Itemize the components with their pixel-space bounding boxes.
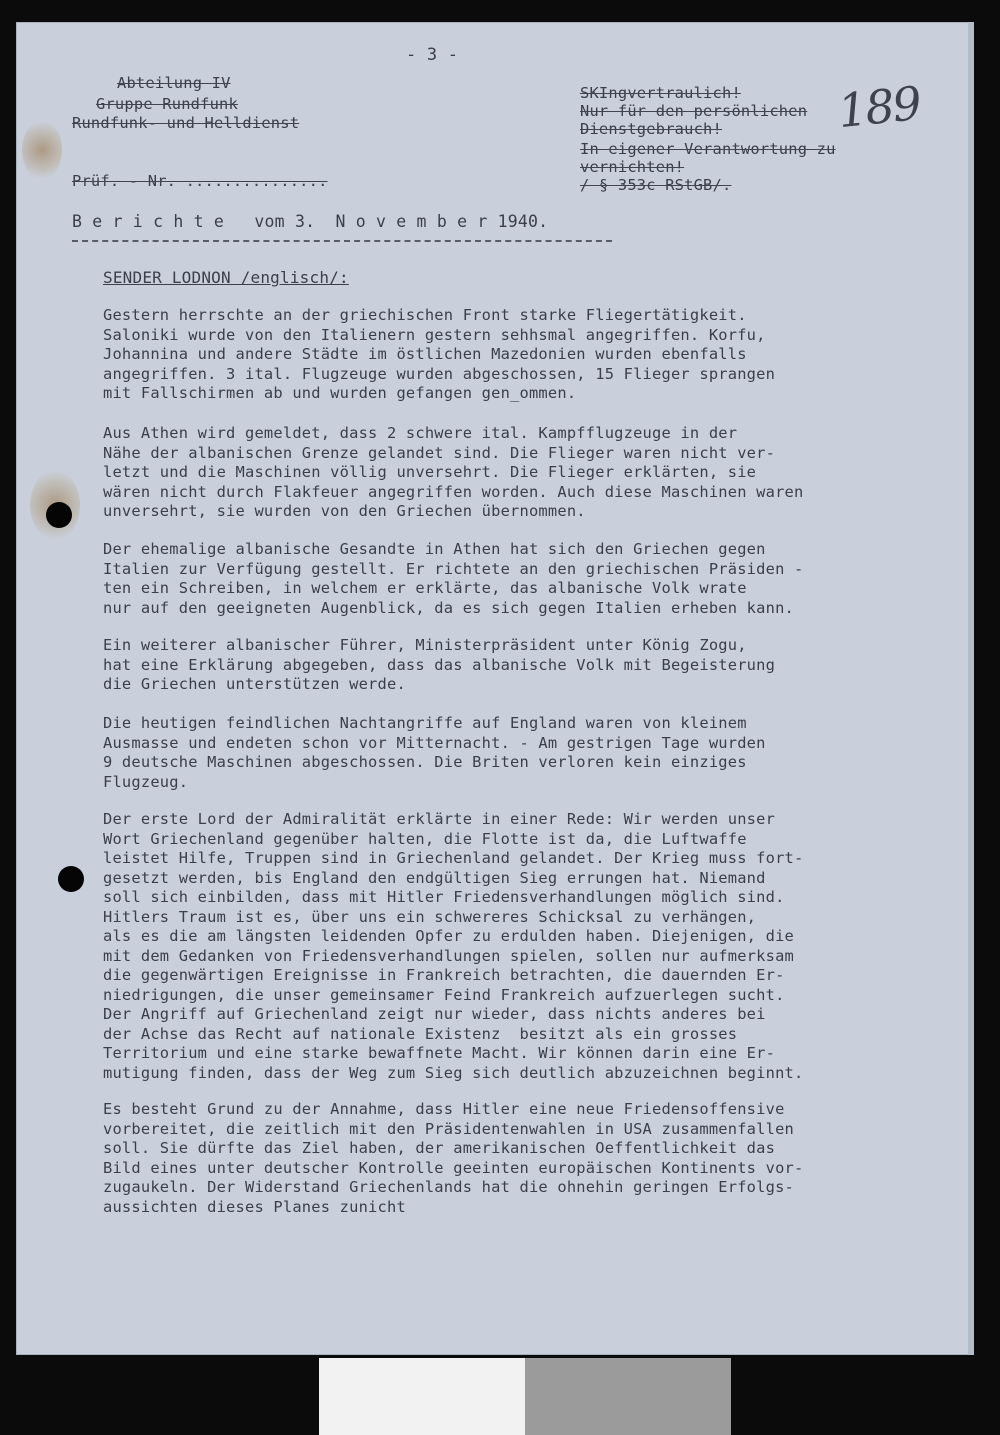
calibration-card-grey	[525, 1358, 731, 1435]
text-line: die Griechen unterstützen werde.	[103, 675, 406, 693]
text-line: als es die am längsten leidenden Opfer zu erdulden haben. Diejenigen, die	[103, 927, 795, 945]
rust-stain	[22, 120, 62, 180]
text-line: 9 deutsche Maschinen abgeschossen. Die Briten verloren kein einziges	[103, 753, 747, 771]
text-line: Der Angriff auf Griechenland zeigt nur wieder, dass nichts anderes bei	[103, 1005, 766, 1023]
paragraph-6	[103, 810, 803, 1083]
text-line: mutigung finden, dass der Weg zum Sieg sich deutlich abzuzeichnen beginnt.	[103, 1063, 804, 1082]
header-service: Rundfunk- und Helldienst	[72, 114, 300, 132]
text-line: Italien zur Verfügung gestellt. Er richtete an den griechischen Präsiden -	[103, 559, 804, 578]
text-line: Ausmasse und endeten schon vor Mitternacht. - Am gestrigen Tage wurden	[103, 733, 766, 752]
punch-hole-top	[46, 502, 72, 528]
classification-line-1: SKIngvertraulich!	[580, 84, 741, 102]
text-line: leistet Hilfe, Truppen sind in Griechenland gelandet. Der Krieg muss fort-	[103, 849, 804, 867]
text-line: Bild eines unter deutscher Kontrolle geeinten europäischen Kontinents vor-	[103, 1158, 804, 1177]
title-underline	[72, 240, 612, 242]
text-line: Die heutigen feindlichen Nachtangriffe auf England waren von kleinem	[103, 714, 747, 732]
text-line: Der ehemalige albanische Gesandte in Athen hat sich den Griechen gegen	[103, 540, 766, 558]
text-line: Ein weiterer albanischer Führer, Ministerpräsident unter König Zogu,	[103, 636, 747, 654]
text-line: Territorium und eine starke bewaffnete Macht. Wir können darin eine Er-	[103, 1044, 776, 1062]
paragraph-4	[103, 636, 775, 695]
text-line: gesetzt werden, bis England den endgültigen Sieg errungen hat. Niemand	[103, 868, 766, 887]
text-line: zugaukeln. Der Widerstand Griechenlands hat die ohnehin geringen Erfolgs-	[103, 1178, 795, 1196]
text-line: ten ein Schreiben, in welchem er erklärte, das albanische Volk wrate	[103, 579, 747, 597]
text-line: angegriffen. 3 ital. Flugzeuge wurden abgeschossen, 15 Flieger sprangen	[103, 364, 776, 383]
text-line: der Achse das Recht auf nationale Existenz besitzt als ein grosses	[103, 1024, 738, 1043]
text-line: soll. Sie dürfte das Ziel haben, der amerikanischen Oeffentlichkeit das	[103, 1139, 776, 1157]
text-line: unversehrt, sie wurden von den Griechen übernommen.	[103, 502, 586, 520]
paragraph-7	[103, 1100, 803, 1217]
section-heading: SENDER LODNON /englisch/:	[103, 268, 349, 287]
text-line: Der erste Lord der Admiralität erklärte in einer Rede: Wir werden unser	[103, 810, 776, 828]
text-line: Nähe der albanischen Grenze gelandet sind. Die Flieger waren nicht ver-	[103, 443, 776, 462]
text-line: Saloniki wurde von den Italienern gestern sehhsmal angegriffen. Korfu,	[103, 325, 766, 344]
text-line: vorbereitet, die zeitlich mit den Präsidentenwahlen in USA zusammenfallen	[103, 1119, 795, 1138]
text-line: Gestern herrschte an der griechischen Front starke Fliegertätigkeit.	[103, 306, 747, 324]
report-title: B e r i c h t e vom 3. N o v e m b e r 1940.	[72, 212, 549, 231]
text-line: Wort Griechenland gegenüber halten, die Flotte ist da, die Luftwaffe	[103, 829, 747, 848]
paragraph-1	[103, 306, 775, 404]
text-line: Aus Athen wird gemeldet, dass 2 schwere ital. Kampfflugzeuge in der	[103, 424, 738, 442]
text-line: Flugzeug.	[103, 772, 189, 791]
classification-line-6: / § 353c RStGB/.	[580, 176, 732, 194]
header-department: Abteilung IV	[117, 74, 231, 92]
classification-line-5: vernichten!	[580, 158, 685, 176]
text-line: wären nicht durch Flakfeuer angegriffen worden. Auch diese Maschinen waren	[103, 482, 804, 501]
text-line: Es besteht Grund zu der Annahme, dass Hitler eine neue Friedensoffensive	[103, 1100, 785, 1118]
text-line: die gegenwärtigen Ereignisse in Frankreich betrachten, die dauernden Er-	[103, 966, 785, 984]
text-line: aussichten dieses Planes zunicht	[103, 1197, 406, 1216]
paragraph-3	[103, 540, 803, 618]
text-line: mit Fallschirmen ab und wurden gefangen gen_ommen.	[103, 384, 577, 402]
text-line: letzt und die Maschinen völlig unversehrt. Die Flieger erklärten, sie	[103, 463, 757, 481]
header-check-number: Prüf. - Nr. ...............	[72, 172, 328, 190]
classification-line-4: In eigener Verantwortung zu	[580, 140, 836, 158]
text-line: Johannina und andere Städte im östlichen Mazedonien wurden ebenfalls	[103, 345, 747, 363]
handwritten-archive-number: 189	[835, 75, 923, 139]
paragraph-2	[103, 424, 803, 522]
text-line: mit dem Gedanken von Friedensverhandlungen spielen, sollen nur aufmerksam	[103, 946, 795, 965]
text-line: niedrigungen, die unser gemeinsamer Feind Frankreich aufzuerlegen sucht.	[103, 985, 785, 1004]
text-line: Hitlers Traum ist es, über uns ein schwereres Schicksal zu verhängen,	[103, 907, 757, 926]
text-line: hat eine Erklärung abgegeben, dass das albanische Volk mit Begeisterung	[103, 655, 776, 674]
classification-line-2: Nur für den persönlichen	[580, 102, 808, 120]
header-group: Gruppe Rundfunk	[96, 95, 238, 113]
text-line: nur auf den geeigneten Augenblick, da es sich gegen Italien erheben kann.	[103, 598, 795, 617]
punch-hole-bottom	[58, 866, 84, 892]
paragraph-5	[103, 714, 766, 792]
classification-line-3: Dienstgebrauch!	[580, 120, 722, 138]
text-line: soll sich einbilden, dass mit Hitler Friedensverhandlungen möglich sind.	[103, 888, 785, 906]
page-number: - 3 -	[406, 45, 459, 65]
calibration-card-white	[319, 1358, 525, 1435]
